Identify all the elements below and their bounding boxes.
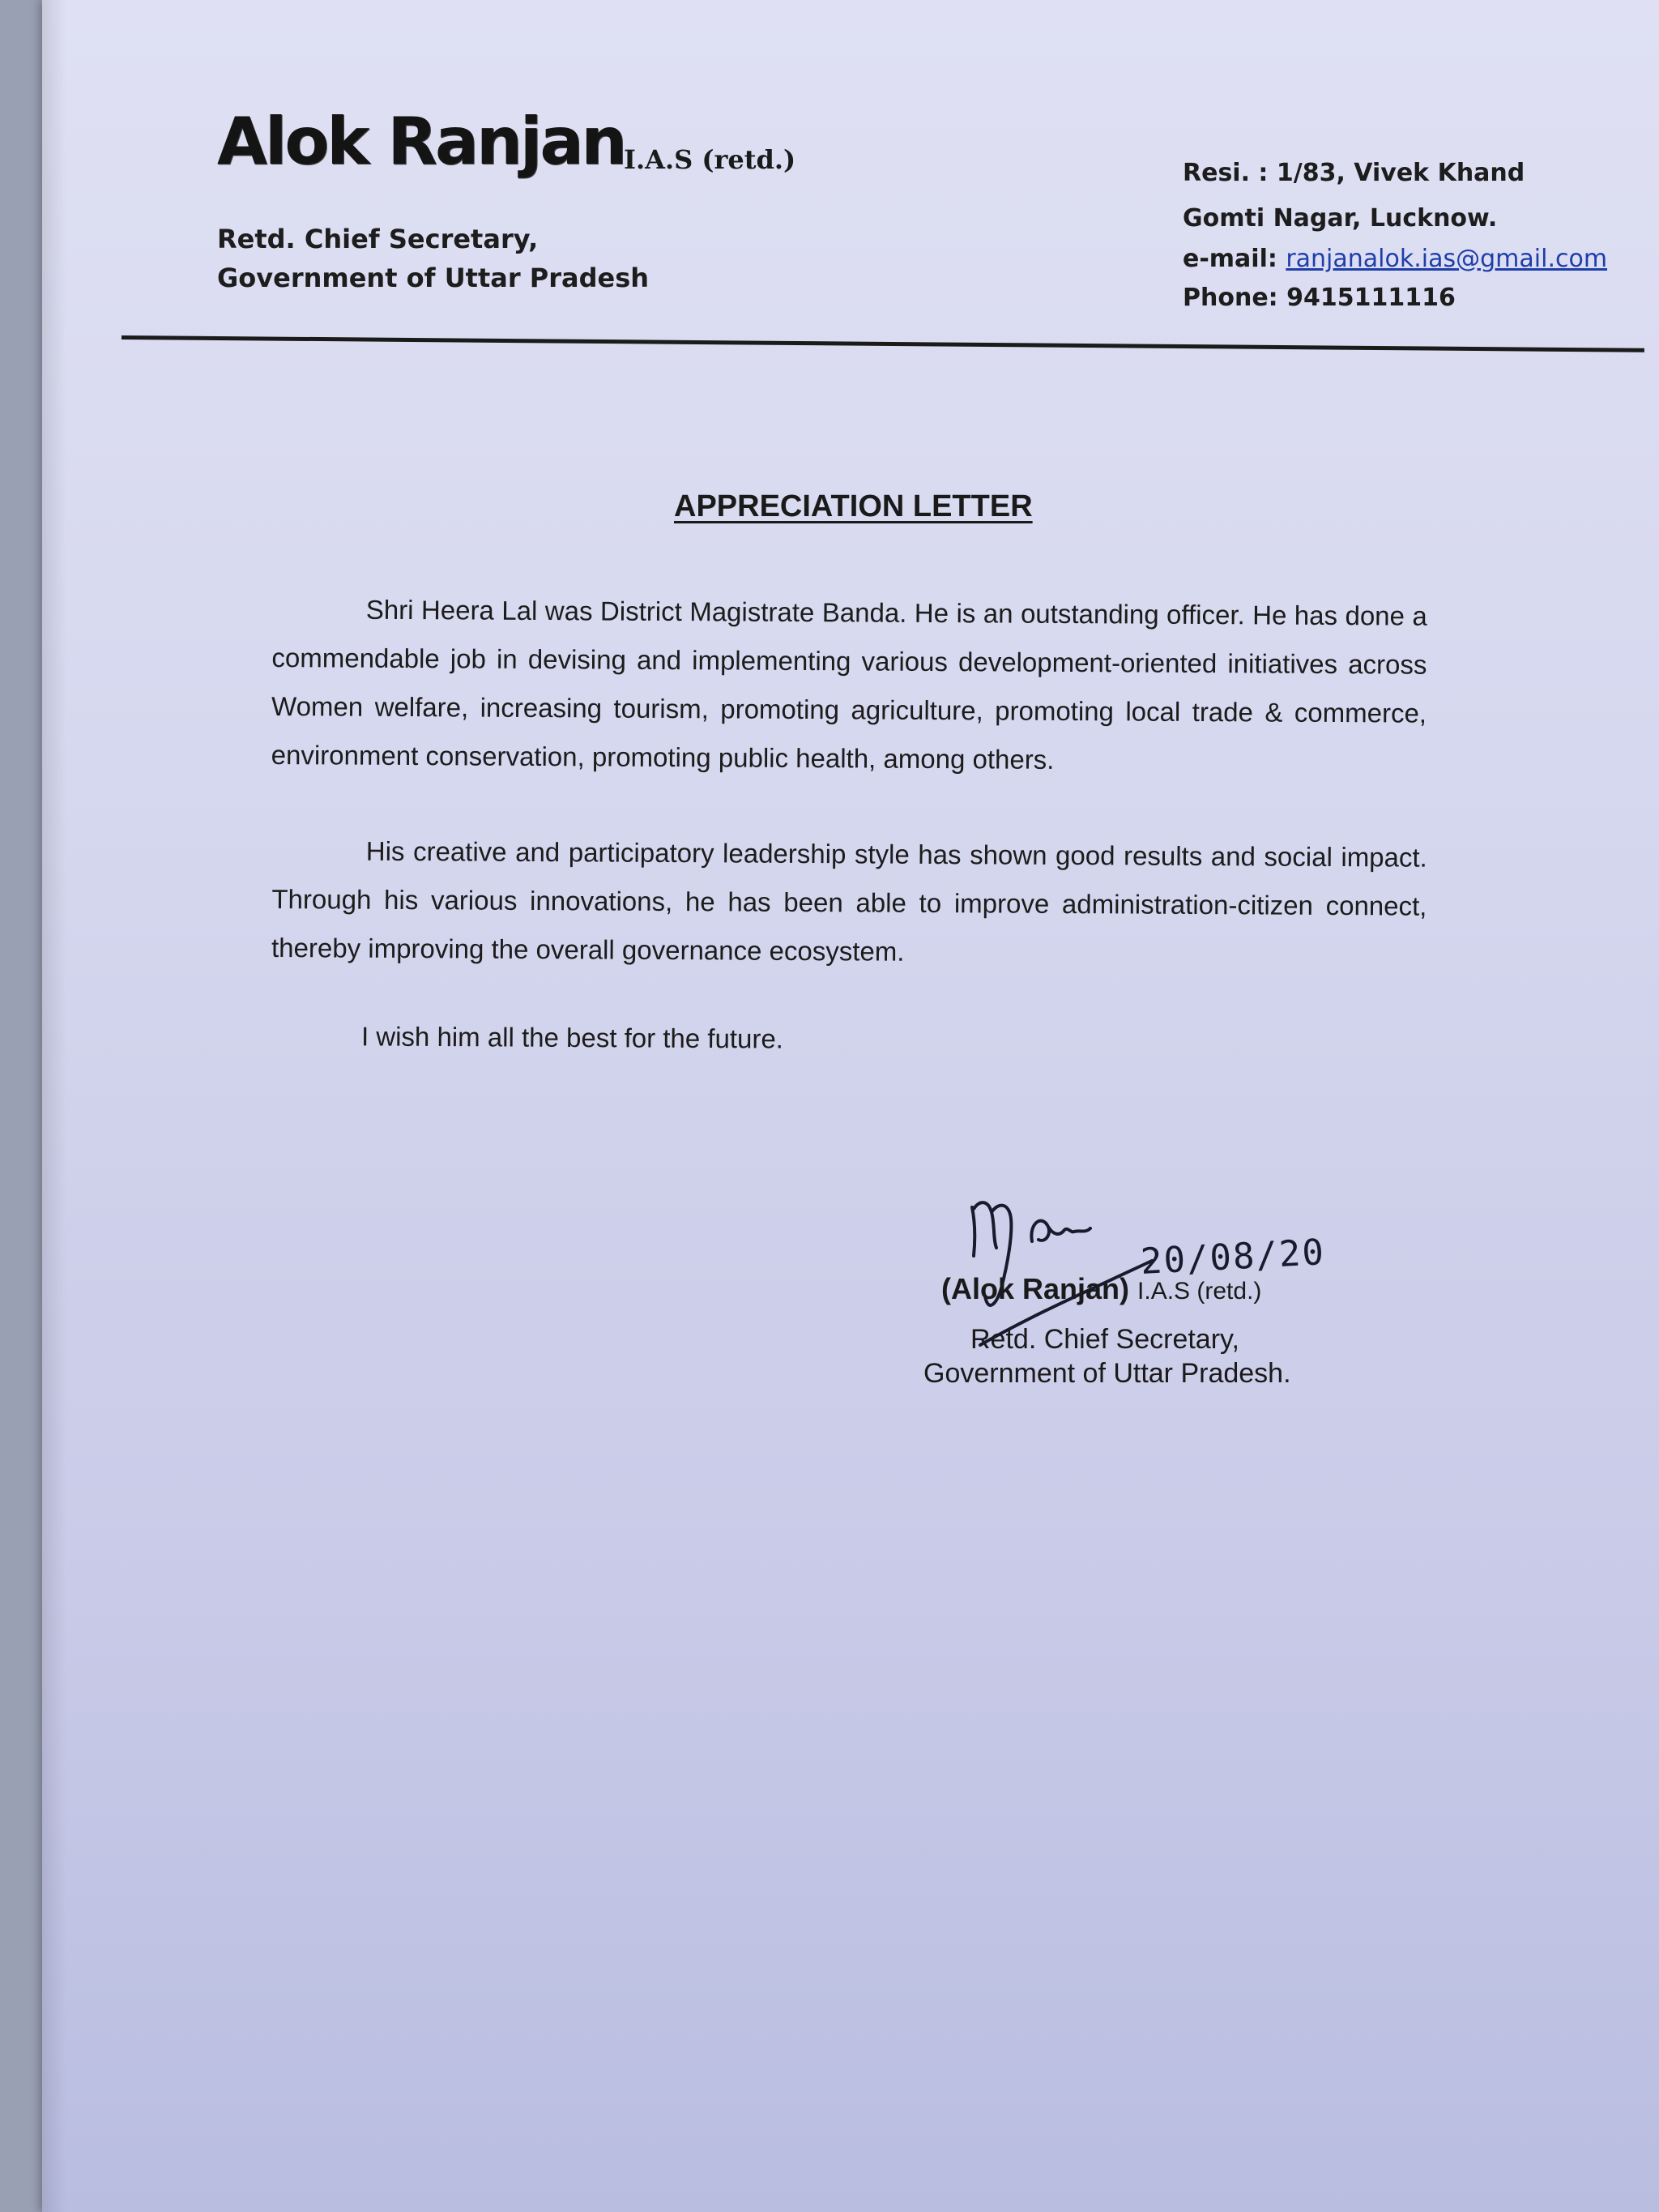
handwritten-date: 20/08/20 — [1139, 1232, 1327, 1283]
address-label: Resi. : — [1183, 159, 1269, 187]
letterhead-name: Alok Ranjan — [217, 104, 625, 179]
signatory-name-suffix: I.A.S (retd.) — [1137, 1278, 1262, 1305]
letterhead-address-line1 — [1183, 159, 1525, 187]
address-value-line1: 1/83, Vivek Khand — [1276, 159, 1525, 187]
email-label: e-mail: — [1183, 245, 1277, 273]
letter-paragraph-1: Shri Heera Lal was District Magistrate Banda. He is an outstanding officer. He has done a commendable job in devising and implementing various development-oriented initiatives across Women welfare, increasing tourism, promoting agriculture, promoting local trade & commerce, environment conservation, promoting public health, among others. — [271, 594, 1427, 775]
letter-closing: I wish him all the best for the future. — [360, 1021, 784, 1054]
phone-value: 9415111116 — [1286, 284, 1456, 312]
letterhead-address-line2: Gomti Nagar, Lucknow. — [1183, 204, 1498, 233]
letterhead-name-suffix: I.A.S (retd.) — [624, 144, 796, 175]
signatory-name: (Alok Ranjan) — [941, 1272, 1130, 1305]
letterhead-phone-line — [1183, 284, 1456, 312]
letter-title: APPRECIATION LETTER — [674, 489, 1033, 523]
letterhead-email-line — [1183, 245, 1607, 273]
letterhead-designation-line2: Government of Uttar Pradesh — [217, 263, 650, 293]
phone-label: Phone: — [1183, 284, 1278, 312]
letter-paragraph-2: His creative and participatory leadership style has shown good results and social impact. Through his various innovations, he has been able to improve administration-citizen connect, thereby improving the overall governance ecosystem. — [271, 835, 1427, 967]
signatory-designation-line1: Retd. Chief Secretary, — [970, 1324, 1239, 1355]
signatory-name-line — [941, 1272, 1261, 1306]
letter-sheet — [42, 0, 1659, 2212]
signatory-designation-line2: Government of Uttar Pradesh. — [923, 1358, 1291, 1389]
email-link[interactable]: ranjanalok.ias@gmail.com — [1286, 245, 1608, 273]
sheet-edge-shadow — [42, 0, 66, 2212]
letterhead-designation-line1: Retd. Chief Secretary, — [217, 224, 539, 254]
